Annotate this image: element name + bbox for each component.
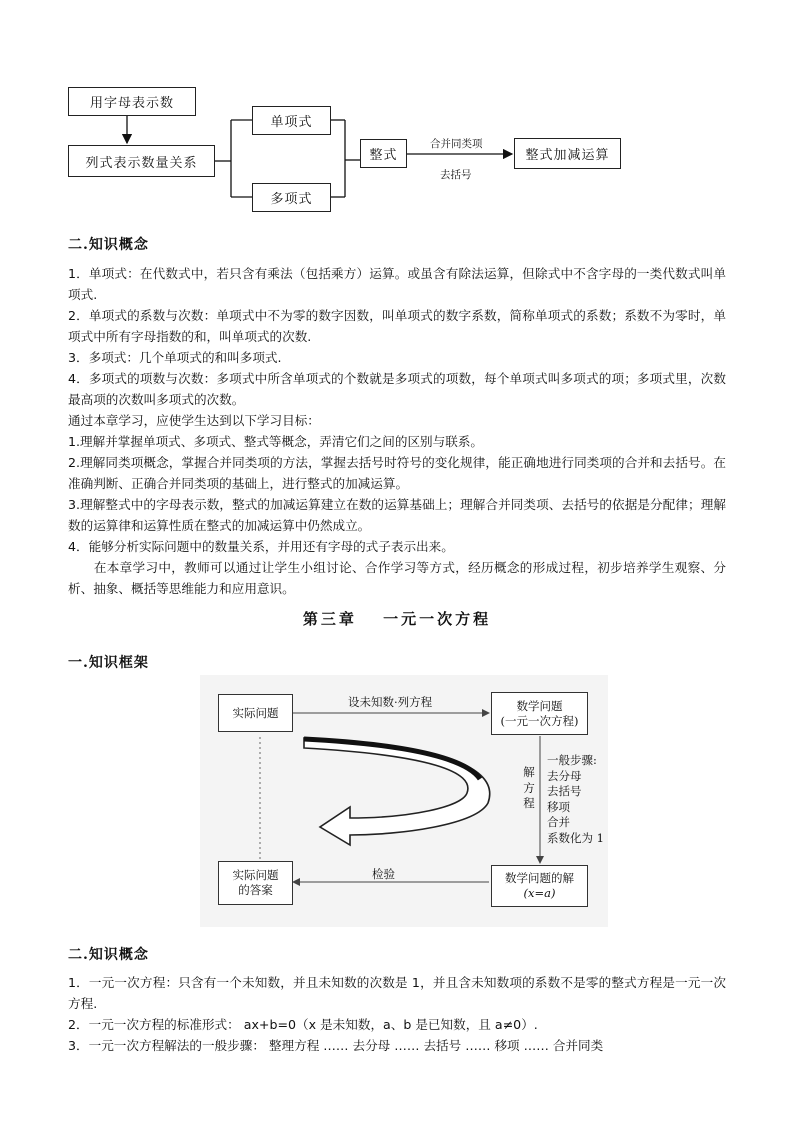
box-quantity-relations: 列式表示数量关系 xyxy=(68,145,215,177)
concept-linear-equation: 1．一元一次方程：只含有一个未知数，并且未知数的次数是 1，并且含未知数项的系数不是零的整式方程是一元一次方程. xyxy=(68,975,726,1011)
general-steps-list: 一般步骤: 去分母 去括号 移项 合并 系数化为 1 xyxy=(547,753,604,845)
learning-goal-3: 3.理解整式中的字母表示数，整式的加减运算建立在数的运算基础上；理解合并同类项、去括号的依据是分配律；理解数的运算律和运算性质在整式的加减运算中仍然成立。 xyxy=(68,497,726,533)
concept-solution-steps: 3．一元一次方程解法的一般步骤： 整理方程 …… 去分母 …… 去括号 …… 移项 …… 合并同类 xyxy=(68,1038,604,1053)
chapter-title: 第三章 一元一次方程 xyxy=(302,610,492,628)
box-letters-represent-numbers: 用字母表示数 xyxy=(68,87,196,116)
box-math-solution: 数学问题的解 (x=a) xyxy=(491,865,588,907)
section-heading-concepts-1: 二.知识概念 xyxy=(68,237,149,253)
box-math-problem: 数学问题 (一元一次方程) xyxy=(491,692,588,735)
label-remove-brackets: 去括号 xyxy=(440,169,472,181)
box-integral-add-subtract: 整式加减运算 xyxy=(514,138,621,169)
box-real-answer: 实际问题 的答案 xyxy=(218,861,293,905)
concept-monomial-coefficient: 2．单项式的系数与次数：单项式中不为零的数字因数，叫单项式的数字系数，简称单项式的系数；系数不为零时，单项式中所有字母指数的和，叫单项式的次数. xyxy=(68,308,726,344)
box-monomial: 单项式 xyxy=(252,106,331,135)
section-heading-framework: 一.知识框架 xyxy=(68,655,149,671)
box-integral-expression: 整式 xyxy=(360,139,407,168)
learning-goal-1: 1.理解并掌握单项式、多项式、整式等概念，弄清它们之间的区别与联系。 xyxy=(68,434,484,449)
concepts-list-2 xyxy=(68,972,726,1056)
concept-standard-form: 2．一元一次方程的标准形式： ax+b=0（x 是未知数，a、b 是已知数，且 a≠0）. xyxy=(68,1017,538,1032)
label-combine-like-terms: 合并同类项 xyxy=(430,138,483,150)
learning-goal-2: 2.理解同类项概念，掌握合并同类项的方法，掌握去括号时符号的变化规律，能正确地进行同类项的合并和去括号。在准确判断、正确合并同类项的基础上，进行整式的加减运算。 xyxy=(68,455,726,491)
curved-return-arrow-icon xyxy=(304,738,490,845)
teaching-note: 在本章学习中，教师可以通过让学生小组讨论、合作学习等方式，经历概念的形成过程，初步培养学生观察、分析、抽象、概括等思维能力和应用意识。 xyxy=(68,560,726,596)
label-solve-equation: 解 方 程 xyxy=(523,765,535,810)
box-real-problem: 实际问题 xyxy=(218,694,293,732)
concept-monomial: 1．单项式：在代数式中，若只含有乘法（包括乘方）运算。或虽含有除法运算，但除式中不含字母的一类代数式叫单项式. xyxy=(68,266,726,302)
linear-equation-framework-figure xyxy=(200,675,608,927)
section-heading-concepts-2: 二.知识概念 xyxy=(68,947,149,963)
concepts-list-1 xyxy=(68,263,726,599)
label-check: 检验 xyxy=(372,867,395,881)
concept-polynomial-terms: 4．多项式的项数与次数：多项式中所含单项式的个数就是多项式的项数，每个单项式叫多项式的项；多项式里，次数最高项的次数叫多项式的次数。 xyxy=(68,371,726,407)
learning-goal-4: 4．能够分析实际问题中的数量关系，并用还有字母的式子表示出来。 xyxy=(68,539,454,554)
box-polynomial: 多项式 xyxy=(252,183,331,212)
label-set-unknown-form-equation: 设未知数·列方程 xyxy=(348,695,433,709)
learning-goals-intro: 通过本章学习，应使学生达到以下学习目标： xyxy=(68,413,320,428)
concept-polynomial: 3．多项式：几个单项式的和叫多项式. xyxy=(68,350,282,365)
